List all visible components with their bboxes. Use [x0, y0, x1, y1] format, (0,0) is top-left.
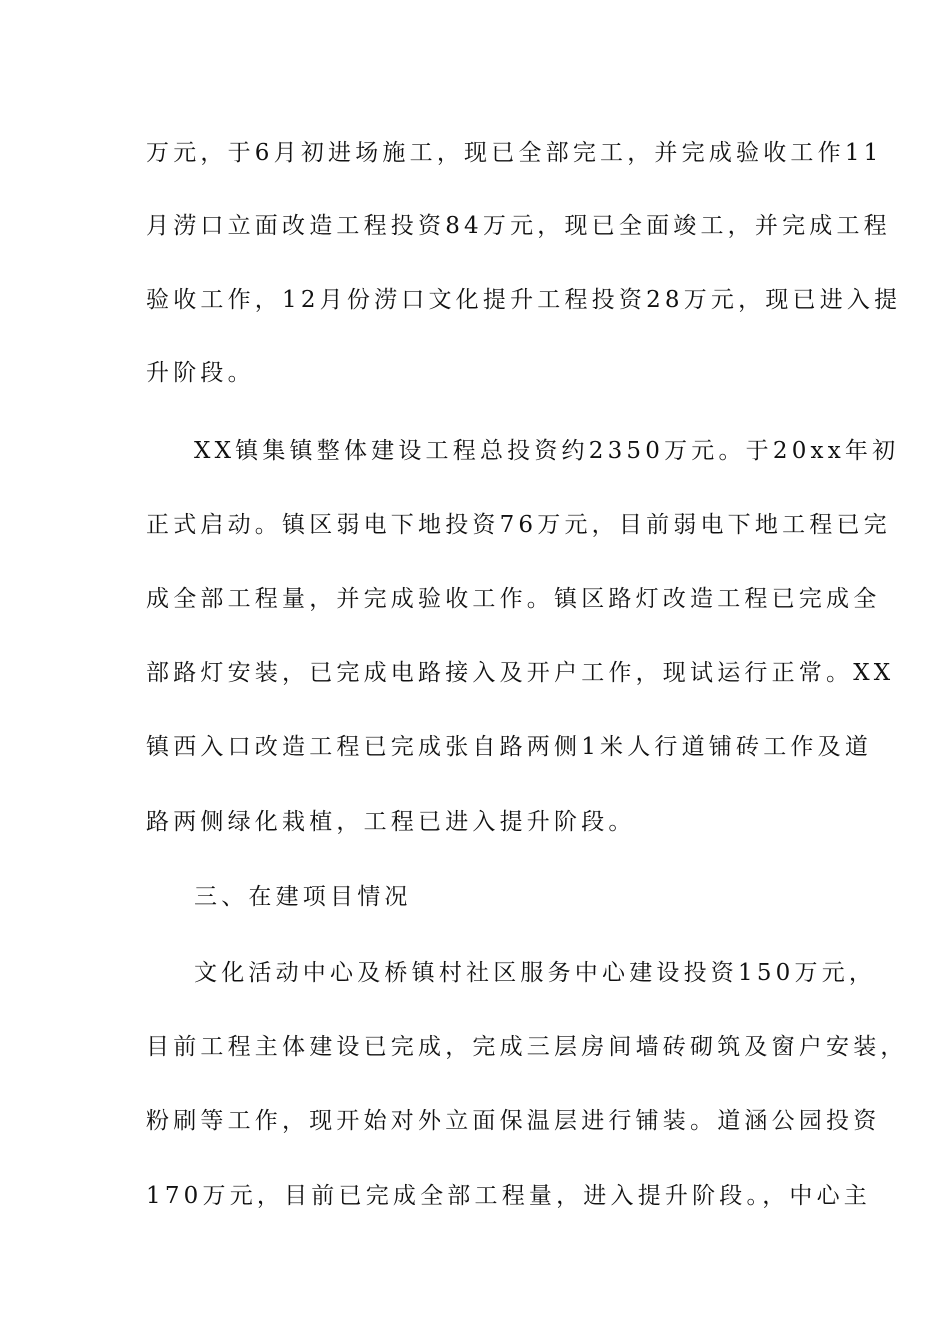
paragraph-line: 正式启动。镇区弱电下地投资76万元，目前弱电下地工程已完 — [146, 512, 891, 538]
paragraph-line: 路两侧绿化栽植，工程已进入提升阶段。 — [146, 809, 636, 835]
paragraph-line: 目前工程主体建设已完成，完成三层房间墙砖砌筑及窗户安装， — [146, 1034, 908, 1060]
paragraph-line: 粉刷等工作，现开始对外立面保温层进行铺装。道涵公园投资 — [146, 1108, 881, 1134]
paragraph-line: 文化活动中心及桥镇村社区服务中心建设投资150万元， — [194, 960, 877, 986]
paragraph-line: 月涝口立面改造工程投资84万元，现已全面竣工，并完成工程 — [146, 213, 891, 239]
paragraph-line: 万元，于6月初进场施工，现已全部完工，并完成验收工作11 — [146, 140, 883, 166]
paragraph-line: 部路灯安装，已完成电路接入及开户工作，现试运行正常。XX — [146, 660, 895, 686]
paragraph-line: 镇西入口改造工程已完成张自路两侧1米人行道铺砖工作及道 — [146, 734, 873, 760]
paragraph-line: 升阶段。 — [146, 360, 255, 386]
section-heading: 三、在建项目情况 — [194, 884, 412, 910]
paragraph-line: XX镇集镇整体建设工程总投资约2350万元。于20xx年初 — [194, 438, 900, 464]
paragraph-line: 成全部工程量，并完成验收工作。镇区路灯改造工程已完成全 — [146, 586, 881, 612]
paragraph-line: 170万元，目前已完成全部工程量，进入提升阶段。，中心主 — [146, 1183, 871, 1209]
paragraph-line: 验收工作，12月份涝口文化提升工程投资28万元，现已进入提 — [146, 287, 902, 313]
